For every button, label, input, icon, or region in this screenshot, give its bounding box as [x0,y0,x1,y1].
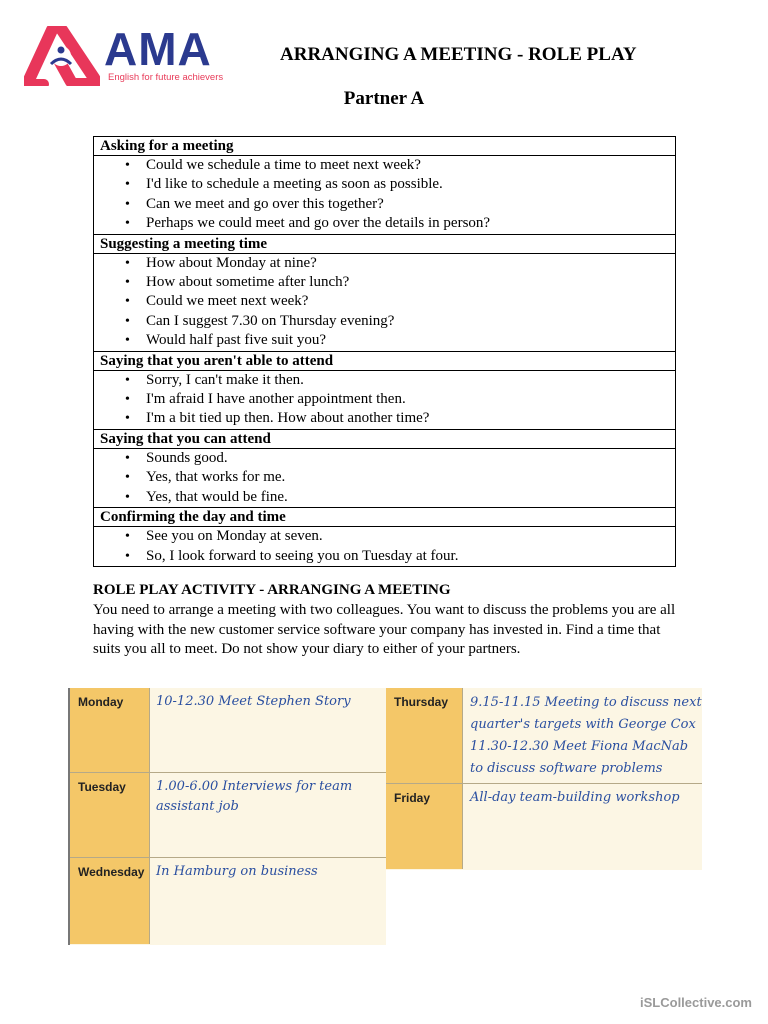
logo-tagline: English for future achievers [108,72,224,83]
diary-row-wednesday [70,858,386,944]
section-heading: Asking for a meeting [94,137,676,156]
section-items [94,253,676,351]
section-items [94,370,676,429]
diary-entry-line: assistant job [156,799,239,814]
phrase-item: • I'd like to schedule a meeting as soon as possible. [146,175,675,194]
diary-row-tuesday [70,773,386,858]
diary-row-friday [386,784,702,869]
diary-day-label: Wednesday [70,858,150,944]
phrase-item: • So, I look forward to seeing you on Tuesday at four. [146,547,675,566]
phrase-item: • Could we meet next week? [146,292,675,311]
diary-day-label: Monday [70,688,150,772]
section-items [94,156,676,235]
ama-logo-icon [24,26,100,86]
diary-entry [156,777,352,817]
watermark: iSLCollective.com [640,995,752,1010]
phrase-item: • I'm afraid I have another appointment then. [146,390,675,409]
phrase-item: • Sounds good. [146,449,675,468]
diary-entry-line: to discuss software problems [470,761,663,776]
diary-right-page [386,688,702,870]
diary-entry-line: All-day team-building workshop [470,790,680,805]
diary-entry [156,692,351,712]
section-heading: Saying that you can attend [94,429,676,448]
phrase-item: • Can we meet and go over this together? [146,195,675,214]
diary-left-page [68,688,386,945]
phrase-item: • Would half past five suit you? [146,331,675,350]
phrases-table [93,136,676,567]
diary-day-label: Friday [386,784,463,869]
diary-entry-line: 11.30-12.30 Meet Fiona MacNab [470,739,689,754]
phrase-item: • Sorry, I can't make it then. [146,371,675,390]
phrase-item: • Could we schedule a time to meet next week? [146,156,675,175]
phrase-item: • How about Monday at nine? [146,254,675,273]
diary-row-monday [70,688,386,773]
diary-entry [156,862,318,882]
diary-row-thursday [386,688,702,784]
phrase-item: • Can I suggest 7.30 on Thursday evening? [146,312,675,331]
page-subtitle [0,88,768,110]
section-items [94,527,676,567]
section-heading: Confirming the day and time [94,508,676,527]
diary-entry-line: quarter's targets with George Cox [470,717,696,732]
diary-entry-line: 10-12.30 Meet Stephen Story [156,694,351,709]
ama-logo [24,23,254,88]
logo-wordmark: AMA [104,23,212,75]
page-title: ARRANGING A MEETING - ROLE PLAY [280,44,637,65]
diary-entry-line: In Hamburg on business [156,864,318,879]
partner-label: Partner A [343,88,425,109]
phrase-item: • How about sometime after lunch? [146,273,675,292]
diary-day-label: Thursday [386,688,463,783]
diary-day-label: Tuesday [70,773,150,857]
phrase-item: • Perhaps we could meet and go over the details in person? [146,214,675,233]
section-heading: Suggesting a meeting time [94,234,676,253]
activity-heading: ROLE PLAY ACTIVITY - ARRANGING A MEETING [93,582,451,598]
phrase-item: • Yes, that works for me. [146,468,675,487]
phrase-item: • Yes, that would be fine. [146,488,675,507]
diary-entry-line: 9.15-11.15 Meeting to discuss next [470,695,702,710]
diary-entry-line: 1.00-6.00 Interviews for team [156,779,353,794]
phrase-item: • See you on Monday at seven. [146,527,675,546]
diary-entry [470,692,702,780]
section-items [94,448,676,507]
activity-instructions: You need to arrange a meeting with two colleagues. You want to discuss the problems you are all having with the new customer service software your company has invested in. Find a time that suits you all to meet. Do not show your diary to either of your partners. [93,601,676,658]
role-play-activity [93,581,683,660]
diary-entry [470,788,680,808]
section-heading: Saying that you aren't able to attend [94,351,676,370]
phrase-item: • I'm a bit tied up then. How about another time? [146,409,675,428]
